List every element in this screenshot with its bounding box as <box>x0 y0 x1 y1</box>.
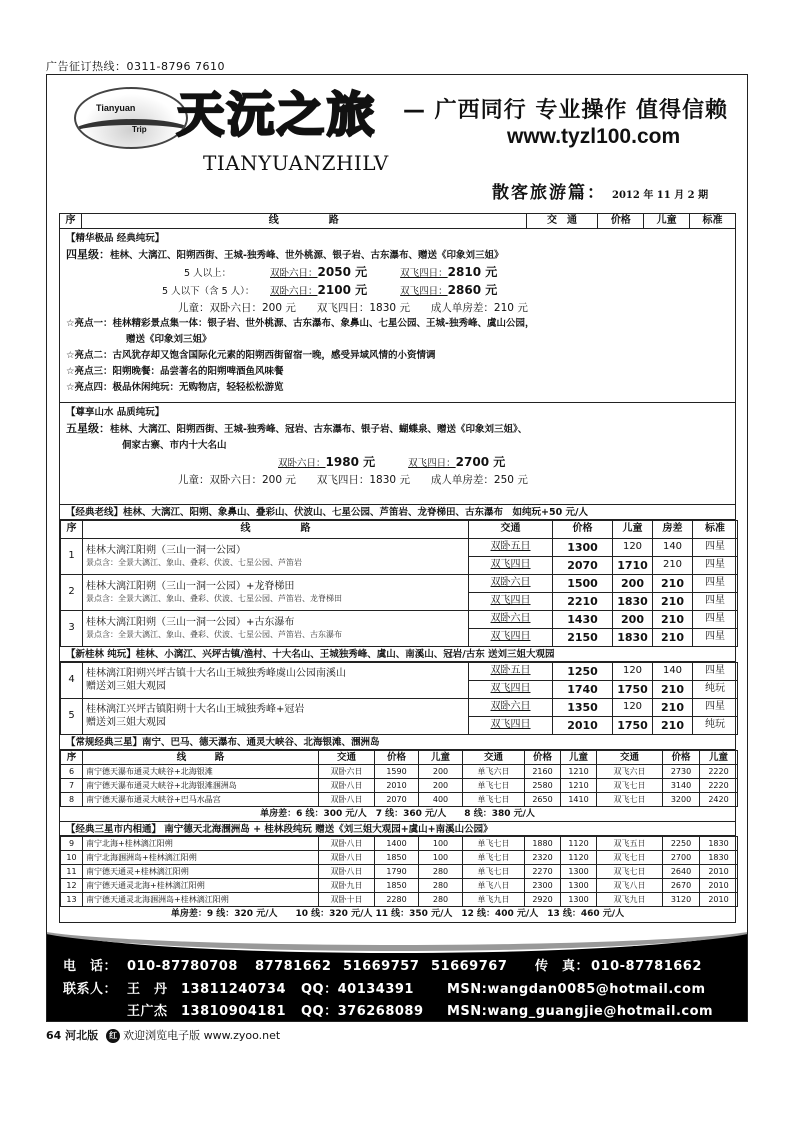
premium-row2-b-label: 双飞四日： <box>400 286 448 297</box>
section-title: 散客旅游篇： <box>492 183 606 203</box>
price-cell: 2270 <box>525 865 561 879</box>
contact-1-msn[interactable]: MSN:wangdan0085@hotmail.com <box>447 982 706 997</box>
transport-cell: 双飞五日 <box>597 837 663 851</box>
transport-cell <box>469 575 553 593</box>
new-guilin-banner: 【新桂林 纯玩】桂林、小漓江、兴坪古镇/渔村、十大名山、王城独秀峰、虞山、南溪山、冠岩/古东 送刘三姐大观园 <box>60 647 735 662</box>
price-cell: 1740 <box>553 681 613 699</box>
route-title: 桂林漓江兴坪古镇阳朔十大名山王城独秀峰+冠岩 <box>86 704 305 715</box>
slogan: — 广西同行 专业操作 值得信赖 <box>403 98 728 123</box>
transport-cell: 双飞六日 <box>597 765 663 779</box>
price-cell: 1850 <box>375 879 419 893</box>
transport-cell: 双飞七日 <box>597 865 663 879</box>
route-sights: 景点含：全景大漓江、象山、叠彩、伏波、七星公园、芦笛岩 <box>86 557 302 567</box>
new-guilin-table <box>60 662 738 735</box>
standard-cell: 纯玩 <box>693 717 738 735</box>
nn-h-price-3: 价格 <box>663 751 700 765</box>
price-cell: 1500 <box>553 575 613 593</box>
luxury-itinerary: 桂林、大漓江、阳朔西街、王城-独秀峰、冠岩、古东瀑布、银子岩、蝴蝶泉、赠送《印象刘三姐》、 <box>110 424 528 435</box>
child-price-cell: 2010 <box>700 893 738 907</box>
price-cell: 2320 <box>525 851 561 865</box>
contact-2-msn[interactable]: MSN:wang_guangjie@hotmail.com <box>447 1004 714 1019</box>
classic-h-price: 价格 <box>553 521 613 539</box>
transport-cell: 双卧八日 <box>319 793 375 807</box>
standard-cell: 四星 <box>693 629 738 647</box>
child-price-cell: 1830 <box>700 851 738 865</box>
premium-star-label: 四星级： <box>66 248 110 261</box>
table-row <box>61 793 738 807</box>
edition-badge-icon: 红 <box>106 1029 120 1043</box>
price-cell: 1850 <box>375 851 419 865</box>
price-cell: 1590 <box>375 765 419 779</box>
standard-cell: 四星 <box>693 663 738 681</box>
standard-cell: 四星 <box>693 557 738 575</box>
contact-row-2 <box>63 1000 713 1019</box>
e-edition-link[interactable]: 欢迎浏览电子版 www.zyoo.net <box>123 1029 281 1042</box>
classic-h-seq: 序 <box>61 521 83 539</box>
standard-cell: 四星 <box>693 593 738 611</box>
child-price-cell: 1210 <box>561 779 597 793</box>
child-price-cell: 1410 <box>561 793 597 807</box>
transport-cell: 双飞九日 <box>597 893 663 907</box>
nanning-banner: 【常规经典三星】南宁、巴马、德天瀑布、通灵大峡谷、北海银滩、涠洲岛 <box>60 735 735 750</box>
logo-swoosh-icon <box>74 119 188 149</box>
transport-cell: 单飞七日 <box>463 779 525 793</box>
classic-h-room: 房差 <box>653 521 693 539</box>
route-desc <box>83 699 469 735</box>
luxury-child-price: 儿童：双卧六日：200 元 双飞四日：1830 元 成人单房差：250 元 <box>178 474 528 486</box>
transport-cell: 双卧八日 <box>319 851 375 865</box>
price-cell: 1400 <box>375 837 419 851</box>
transport-cell: 双卧六日 <box>319 765 375 779</box>
luxury-title: 【尊享山水 品质纯玩】 <box>66 407 165 418</box>
table-row <box>61 663 738 681</box>
room-diff-cell: 210 <box>653 681 693 699</box>
route-name: 南宁北海涠洲岛+桂林漓江阳朔 <box>83 851 319 865</box>
transport-label: 双卧六日 <box>490 577 531 589</box>
price-cell: 2650 <box>525 793 561 807</box>
child-price-cell: 280 <box>419 879 463 893</box>
price-cell: 2700 <box>663 851 700 865</box>
premium-title: 【精华极品 经典纯玩】 <box>66 233 165 244</box>
route-seq: 11 <box>61 865 83 879</box>
transport-label: 双飞四日 <box>490 631 531 643</box>
nn-h-child-2: 儿童 <box>561 751 597 765</box>
price-cell: 2300 <box>525 879 561 893</box>
contact-label: 联系人： <box>63 982 118 997</box>
route-seq: 4 <box>61 663 83 699</box>
transport-cell: 双飞八日 <box>597 879 663 893</box>
premium-row1-a-price: 2050 元 <box>317 265 368 279</box>
issue-line <box>492 178 708 203</box>
table-row <box>61 539 738 557</box>
route-name: 南宁德天瀑布通灵大峡谷+巴马水晶宫 <box>83 793 319 807</box>
header-price: 价格 <box>598 214 644 228</box>
contact-row-1 <box>63 978 706 997</box>
child-price-cell: 1120 <box>561 851 597 865</box>
transport-cell <box>469 681 553 699</box>
transport-cell: 双飞七日 <box>597 851 663 865</box>
premium-row2-group: 5 人以下（含 5 人）： <box>162 286 255 297</box>
transport-label: 双卧五日 <box>490 541 531 553</box>
nanning-route-table <box>60 750 738 807</box>
transport-label: 双卧五日 <box>490 665 531 677</box>
route-name: 南宁德天瀑布通灵大峡谷+北海银滩涠洲岛 <box>83 779 319 793</box>
price-cell: 2150 <box>553 629 613 647</box>
table-row <box>61 851 738 865</box>
contact-footer <box>47 923 747 1022</box>
nn-h-seq: 序 <box>61 751 83 765</box>
premium-highlight-1b: 赠送《印象刘三姐》 <box>126 334 212 345</box>
price-cell: 2280 <box>375 893 419 907</box>
premium-row2-b-price: 2860 元 <box>447 283 498 297</box>
nn-h-route: 线 路 <box>83 751 319 765</box>
price-cell: 2640 <box>663 865 700 879</box>
child-price-cell: 2220 <box>700 765 738 779</box>
premium-row1-b-label: 双飞四日： <box>400 268 448 279</box>
price-cell: 1300 <box>553 539 613 557</box>
classic-h-child: 儿童 <box>613 521 653 539</box>
route-seq: 10 <box>61 851 83 865</box>
classic-h-standard: 标准 <box>693 521 738 539</box>
table-row <box>61 865 738 879</box>
standard-cell: 四星 <box>693 539 738 557</box>
brand-pinyin: TIANYUANZHILV <box>203 151 389 175</box>
child-price-cell: 120 <box>613 539 653 557</box>
transport-cell <box>469 629 553 647</box>
standard-cell: 四星 <box>693 611 738 629</box>
nn-h-transport-3: 交通 <box>597 751 663 765</box>
route-seq: 5 <box>61 699 83 735</box>
route-desc <box>83 539 469 575</box>
classic-banner: 【经典老线】桂林、大漓江、阳朔、象鼻山、叠彩山、伏波山、七星公园、芦笛岩、龙脊梯田、古东瀑布 如纯玩+50 元/人 <box>60 505 735 520</box>
price-cell: 3120 <box>663 893 700 907</box>
premium-child-price: 儿童：双卧六日：200 元 双飞四日：1830 元 成人单房差：210 元 <box>178 302 528 314</box>
premium-highlight-3: ☆亮点三：阳朔晚餐：品尝著名的阳朔啤酒鱼风味餐 <box>66 366 284 377</box>
transport-cell: 双卧八日 <box>319 837 375 851</box>
standard-cell: 纯玩 <box>693 681 738 699</box>
child-price-cell: 2420 <box>700 793 738 807</box>
page-number: 64 <box>46 1029 62 1042</box>
edition-label: 河北版 <box>65 1029 99 1042</box>
transport-label: 双飞四日 <box>490 595 531 607</box>
route-name: 南宁德天瀑布通灵大峡谷+北海银滩 <box>83 765 319 779</box>
price-cell: 1880 <box>525 837 561 851</box>
premium-row2-a-price: 2100 元 <box>317 283 368 297</box>
child-price-cell: 1300 <box>561 893 597 907</box>
route-seq: 12 <box>61 879 83 893</box>
child-price-cell: 280 <box>419 865 463 879</box>
premium-row1-a-label: 双卧六日： <box>270 268 318 279</box>
child-price-cell: 1710 <box>613 557 653 575</box>
child-price-cell: 280 <box>419 893 463 907</box>
premium-row1-group: 5 人以上： <box>184 268 232 279</box>
price-cell: 1250 <box>553 663 613 681</box>
nn-h-transport-1: 交通 <box>319 751 375 765</box>
route-seq: 9 <box>61 837 83 851</box>
child-price-cell: 200 <box>613 611 653 629</box>
child-price-cell: 200 <box>419 765 463 779</box>
price-cell: 2920 <box>525 893 561 907</box>
child-price-cell: 200 <box>613 575 653 593</box>
luxury-package <box>60 403 735 505</box>
page-frame <box>46 74 748 1022</box>
transport-label: 双飞四日 <box>490 719 531 731</box>
transport-cell: 单飞七日 <box>463 865 525 879</box>
transport-cell <box>469 593 553 611</box>
child-price-cell: 200 <box>419 779 463 793</box>
contact-1-name: 王 丹 <box>127 982 168 997</box>
room-diff-cell: 210 <box>653 593 693 611</box>
contact-2-phone[interactable]: 13810904181 <box>181 1004 286 1019</box>
table-row <box>61 611 738 629</box>
classic-route-table <box>60 520 738 647</box>
route-name: 南宁北海+桂林漓江阳朔 <box>83 837 319 851</box>
header-seq: 序 <box>60 214 82 228</box>
transport-cell: 双卧九日 <box>319 879 375 893</box>
brand-name: 天沅之旅 <box>177 88 377 143</box>
route-name: 南宁德天通灵+桂林漓江阳朔 <box>83 865 319 879</box>
child-price-cell: 1830 <box>613 629 653 647</box>
transport-cell: 单飞七日 <box>463 851 525 865</box>
transport-cell: 单飞六日 <box>463 765 525 779</box>
child-price-cell: 1300 <box>561 865 597 879</box>
header-child: 儿童 <box>644 214 690 228</box>
transport-label: 双卧六日 <box>490 613 531 625</box>
child-price-cell: 120 <box>613 699 653 717</box>
child-price-cell: 1830 <box>613 593 653 611</box>
combo-route-table <box>60 836 738 907</box>
price-cell: 2210 <box>553 593 613 611</box>
table-row <box>61 765 738 779</box>
classic-h-route: 线 路 <box>83 521 469 539</box>
route-seq: 13 <box>61 893 83 907</box>
fax-number[interactable]: 010-87781662 <box>591 959 702 974</box>
phone-label: 电 话： <box>63 959 118 974</box>
phone-4[interactable]: 51669767 <box>431 959 508 974</box>
company-logo <box>74 87 188 149</box>
route-gift: 赠送刘三姐大观园 <box>86 716 166 728</box>
page-footer <box>46 1027 280 1043</box>
route-title: 桂林大漓江阳朔（三山一洞一公园）+古东瀑布 <box>86 617 295 629</box>
room-diff-cell: 140 <box>653 663 693 681</box>
route-name: 南宁德天通灵北海+桂林漓江阳朔 <box>83 879 319 893</box>
route-title: 桂林漓江阳朔兴坪古镇十大名山王城独秀峰虞山公园南溪山 <box>86 668 346 679</box>
header-standard: 标准 <box>702 215 723 226</box>
transport-cell <box>469 539 553 557</box>
combo-room-diff: 单房差：9 线：320 元/人 10 线：320 元/人 11 线：350 元/人 12 线：400 元/人 13 线：460 元/人 <box>170 909 625 919</box>
price-cell: 2580 <box>525 779 561 793</box>
transport-label: 双卧六日 <box>490 701 531 713</box>
nn-h-price-2: 价格 <box>525 751 561 765</box>
luxury-b-price: 2700 元 <box>455 455 506 469</box>
room-diff-cell: 210 <box>653 699 693 717</box>
table-row <box>61 699 738 717</box>
main-header-row <box>60 214 735 229</box>
transport-cell: 双飞七日 <box>597 793 663 807</box>
logo-text-1: Tianyuan <box>96 103 136 113</box>
table-row <box>61 575 738 593</box>
transport-cell: 单飞八日 <box>463 879 525 893</box>
luxury-a-price: 1980 元 <box>325 455 376 469</box>
nn-h-price-1: 价格 <box>375 751 419 765</box>
price-cell: 2010 <box>553 717 613 735</box>
transport-cell <box>469 699 553 717</box>
classic-header-row <box>61 521 738 539</box>
price-cell: 1430 <box>553 611 613 629</box>
transport-label: 双飞四日 <box>490 559 531 571</box>
route-title: 桂林大漓江阳朔（三山一洞一公园）+龙脊梯田 <box>86 581 295 593</box>
child-price-cell: 1830 <box>700 837 738 851</box>
nanning-header-row <box>61 751 738 765</box>
price-cell: 2070 <box>553 557 613 575</box>
transport-cell: 双卧八日 <box>319 865 375 879</box>
room-diff-cell: 210 <box>653 557 693 575</box>
combo-banner: 【经典三星市内相通】 南宁德天北海涠洲岛 + 桂林段纯玩 赠送《刘三姐大观园+虞山+南溪山公园》 <box>60 821 735 836</box>
contact-2-name: 王广杰 <box>127 1004 168 1019</box>
logo-text-2: Trip <box>132 125 147 134</box>
price-cell: 1350 <box>553 699 613 717</box>
child-price-cell: 1210 <box>561 765 597 779</box>
transport-cell <box>469 717 553 735</box>
child-price-cell: 1750 <box>613 681 653 699</box>
route-desc <box>83 575 469 611</box>
price-cell: 2250 <box>663 837 700 851</box>
route-seq: 7 <box>61 779 83 793</box>
transport-cell <box>469 663 553 681</box>
child-price-cell: 1120 <box>561 837 597 851</box>
transport-label: 双飞四日 <box>490 683 531 695</box>
route-title: 桂林大漓江阳朔（三山一洞一公园） <box>86 545 246 557</box>
price-cell: 3200 <box>663 793 700 807</box>
route-seq: 2 <box>61 575 83 611</box>
ad-hotline: 广告征订热线：0311-8796 7610 <box>46 60 225 73</box>
luxury-star-label: 五星级： <box>66 422 110 435</box>
child-price-cell: 2010 <box>700 865 738 879</box>
transport-cell: 双飞七日 <box>597 779 663 793</box>
premium-highlight-2: ☆亮点二：古风犹存却又饱含国际化元素的阳朔西街留宿一晚，感受异域风情的小资情调 <box>66 350 436 361</box>
price-cell: 1790 <box>375 865 419 879</box>
nn-h-transport-2: 交通 <box>463 751 525 765</box>
price-cell: 2010 <box>375 779 419 793</box>
transport-cell: 双卧八日 <box>319 779 375 793</box>
transport-cell: 单飞九日 <box>463 893 525 907</box>
standard-cell: 四星 <box>693 575 738 593</box>
luxury-b-label: 双飞四日： <box>408 458 456 469</box>
header-transport: 交 通 <box>527 214 599 228</box>
phone-row <box>63 955 702 974</box>
route-sights: 景点含：全景大漓江、象山、叠彩、伏波、七星公园、芦笛岩、龙脊梯田 <box>86 593 342 603</box>
route-sights: 景点含：全景大漓江、象山、叠彩、伏波、七星公园、芦笛岩、古东瀑布 <box>86 629 342 639</box>
route-seq: 3 <box>61 611 83 647</box>
room-diff-cell: 210 <box>653 629 693 647</box>
premium-row1-b-price: 2810 元 <box>447 265 498 279</box>
route-seq: 6 <box>61 765 83 779</box>
table-row <box>61 879 738 893</box>
fax-label: 传 真： <box>535 959 590 974</box>
website-link[interactable]: www.tyzl100.com <box>507 125 681 148</box>
issue-date: 2012 年 11 月 2 期 <box>612 190 709 201</box>
child-price-cell: 100 <box>419 837 463 851</box>
child-price-cell: 1300 <box>561 879 597 893</box>
luxury-itinerary-2: 侗家古寨、市内十大名山 <box>122 440 227 451</box>
transport-cell: 双卧十日 <box>319 893 375 907</box>
room-diff-cell: 210 <box>653 575 693 593</box>
table-row <box>61 893 738 907</box>
phone-2[interactable]: 87781662 <box>255 959 332 974</box>
transport-cell: 单飞七日 <box>463 793 525 807</box>
nanning-room-diff: 单房差：6 线：300 元/人 7 线：360 元/人 8 线：380 元/人 <box>260 809 535 819</box>
luxury-a-label: 双卧六日： <box>278 458 326 469</box>
table-row <box>61 837 738 851</box>
route-gift: 赠送刘三姐大观园 <box>86 680 166 692</box>
contact-1-qq[interactable]: QQ：40134391 <box>301 982 414 997</box>
price-cell: 2730 <box>663 765 700 779</box>
transport-cell: 单飞七日 <box>463 837 525 851</box>
masthead <box>47 75 747 212</box>
footer-wave-line <box>47 923 747 951</box>
phone-1[interactable]: 010-87780708 <box>127 959 238 974</box>
nn-h-child-1: 儿童 <box>419 751 463 765</box>
premium-package <box>60 229 735 403</box>
premium-highlight-4: ☆亮点四：极品休闲纯玩：无购物店，轻轻松松游览 <box>66 382 284 393</box>
child-price-cell: 2010 <box>700 879 738 893</box>
table-row <box>61 779 738 793</box>
transport-cell <box>469 611 553 629</box>
price-cell: 2160 <box>525 765 561 779</box>
room-diff-cell: 140 <box>653 539 693 557</box>
nn-h-child-3: 儿童 <box>700 751 738 765</box>
child-price-cell: 2220 <box>700 779 738 793</box>
premium-highlight-1: ☆亮点一：桂林精彩景点集一体：银子岩、世外桃源、古东瀑布、象鼻山、七星公园、王城-独秀峰、虞山公园， <box>66 318 535 329</box>
child-price-cell: 400 <box>419 793 463 807</box>
premium-row2-a-label: 双卧六日： <box>270 286 318 297</box>
route-listing <box>59 213 736 923</box>
contact-1-phone[interactable]: 13811240734 <box>181 982 286 997</box>
child-price-cell: 120 <box>613 663 653 681</box>
child-price-cell: 1750 <box>613 717 653 735</box>
standard-cell: 四星 <box>693 699 738 717</box>
transport-cell <box>469 557 553 575</box>
header-route: 线 路 <box>82 214 527 228</box>
route-seq: 1 <box>61 539 83 575</box>
route-desc <box>83 611 469 647</box>
premium-itinerary: 桂林、大漓江、阳朔西街、王城-独秀峰、世外桃源、银子岩、古东瀑布、赠送《印象刘三姐》 <box>110 250 504 261</box>
route-seq: 8 <box>61 793 83 807</box>
classic-h-transport: 交通 <box>469 521 553 539</box>
room-diff-cell: 210 <box>653 611 693 629</box>
phone-3[interactable]: 51669757 <box>343 959 420 974</box>
price-cell: 3140 <box>663 779 700 793</box>
contact-2-qq[interactable]: QQ：376268089 <box>301 1004 424 1019</box>
route-name: 南宁德天通灵北海涠洲岛+桂林漓江阳朔 <box>83 893 319 907</box>
price-cell: 2670 <box>663 879 700 893</box>
price-cell: 2070 <box>375 793 419 807</box>
child-price-cell: 100 <box>419 851 463 865</box>
route-desc <box>83 663 469 699</box>
room-diff-cell: 210 <box>653 717 693 735</box>
